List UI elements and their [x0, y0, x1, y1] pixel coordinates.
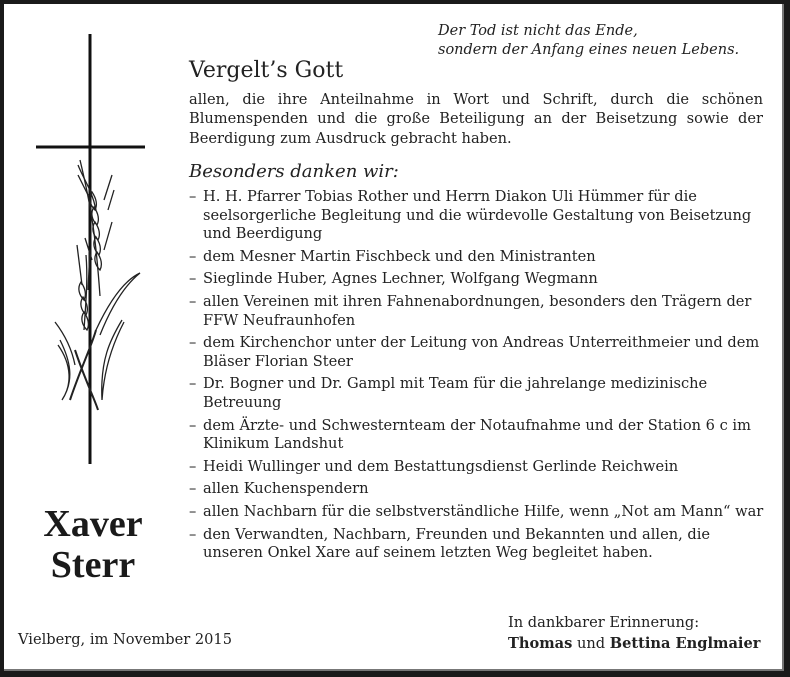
closing-signature — [508, 612, 760, 654]
signatory-connector: und — [572, 635, 610, 652]
cross-icon — [36, 34, 145, 464]
deceased-first-name: Xaver — [43, 503, 143, 545]
motto-line-2: sondern der Anfang eines neuen Lebens. — [438, 42, 740, 58]
cross-with-wheat-icon — [0, 0, 200, 480]
list-item: – Sieglinde Huber, Agnes Lechner, Wolfgang Wegmann — [189, 270, 767, 289]
list-item: – allen Vereinen mit ihren Fahnenabordnungen, besonders den Trägern der FFW Neufraunhofen — [189, 293, 767, 330]
signatory-1: Thomas — [508, 635, 573, 652]
list-item: – den Verwandten, Nachbarn, Freunden und Bekannten und allen, die unseren Onkel Xare auf seinem letzten Weg begleitet haben. — [189, 526, 767, 563]
page-title: Vergelt’s Gott — [189, 58, 344, 83]
thanks-subheading: Besonders danken wir: — [189, 161, 399, 182]
list-item: – dem Ärzte- und Schwesternteam der Notaufnahme und der Station 6 c im Klinikum Landshut — [189, 417, 767, 454]
list-item: – allen Nachbarn für die selbstverständliche Hilfe, wenn „Not am Mann“ war — [189, 503, 767, 522]
intro-paragraph: allen, die ihre Anteilnahme in Wort und Schrift, durch die schönen Blumenspenden und die große Beteiligung an der Beisetzung sowie der Beerdigung zum Ausdruck gebracht haben. — [189, 91, 763, 147]
signatory-2: Bettina Englmaier — [609, 635, 761, 652]
thanks-list — [189, 188, 767, 567]
list-item: – dem Mesner Martin Fischbeck und den Ministranten — [189, 248, 767, 267]
list-item: – dem Kirchenchor unter der Leitung von Andreas Unterreithmeier und dem Bläser Florian Steer — [189, 334, 767, 371]
motto-line-1: Der Tod ist nicht das Ende, — [438, 23, 638, 39]
closing-line: In dankbarer Erinnerung: — [508, 614, 700, 631]
signatories — [508, 633, 760, 654]
place-date: Vielberg, im November 2015 — [18, 631, 232, 648]
deceased-name — [28, 504, 158, 586]
wheat-ears-icon — [55, 160, 140, 410]
list-item: – H. H. Pfarrer Tobias Rother und Herrn Diakon Uli Hümmer für die seelsorgerliche Begleitung und die würdevolle Gestaltung von Beisetzung und Beerdigung — [189, 188, 767, 244]
list-item: – allen Kuchenspendern — [189, 480, 767, 499]
list-item: – Dr. Bogner und Dr. Gampl mit Team für die jahrelange medizinische Betreuung — [189, 375, 767, 412]
motto-quote — [438, 22, 739, 60]
deceased-last-name: Sterr — [50, 544, 136, 586]
list-item: – Heidi Wullinger und dem Bestattungsdienst Gerlinde Reichwein — [189, 458, 767, 477]
